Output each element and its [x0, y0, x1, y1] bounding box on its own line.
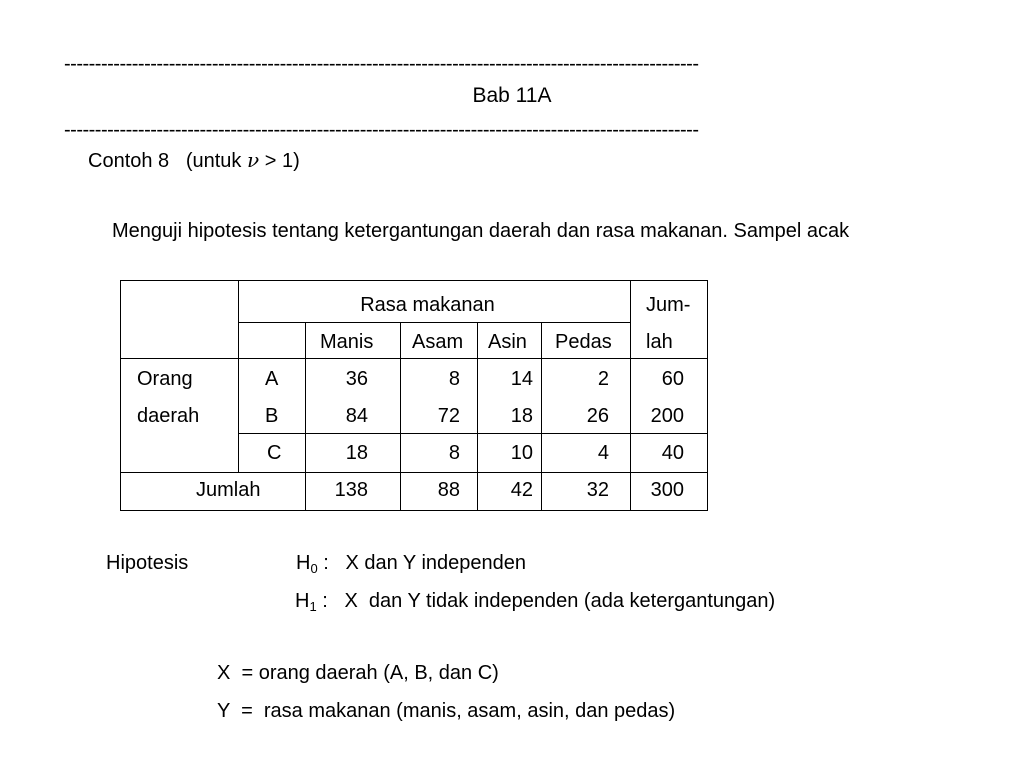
- group-header: Rasa makanan: [360, 294, 495, 316]
- h1-text: : X dan Y tidak independen (ada ketergantungan): [316, 590, 776, 612]
- table-border-left: [120, 280, 121, 511]
- grand-total: 300: [650, 479, 684, 501]
- table-hline-header: [120, 358, 708, 359]
- cell-c-total: 40: [661, 442, 684, 464]
- h1-subscript: 1: [309, 599, 317, 614]
- total-asin: 42: [510, 479, 533, 501]
- total-header-2: lah: [646, 331, 673, 353]
- total-asam: 88: [437, 479, 460, 501]
- row-label-daerah: daerah: [137, 405, 200, 427]
- table-border-right: [707, 280, 708, 511]
- cell-b-pedas: 26: [586, 405, 609, 427]
- bottom-divider: -------------------------------------------------------------------------------------------------------: [64, 120, 699, 140]
- total-row-label: Jumlah: [196, 479, 261, 501]
- cell-b-manis: 84: [345, 405, 368, 427]
- row-name-b: B: [265, 405, 279, 427]
- row-name-a: A: [265, 368, 279, 390]
- h0-symbol: H: [296, 552, 311, 574]
- table-border-top: [120, 280, 708, 281]
- cell-b-asam: 72: [437, 405, 460, 427]
- cell-c-pedas: 4: [597, 442, 609, 464]
- cell-a-total: 60: [661, 368, 684, 390]
- col-header-asin: Asin: [488, 331, 527, 353]
- cell-a-pedas: 2: [597, 368, 609, 390]
- definition-y: Y = rasa makanan (manis, asam, asin, dan pedas): [217, 700, 676, 722]
- hypothesis-h1: [295, 590, 775, 614]
- col-header-manis: Manis: [320, 331, 374, 353]
- col-header-asam: Asam: [412, 331, 464, 353]
- table-hline-total: [120, 472, 708, 473]
- table-vline-rowlabel: [238, 280, 239, 473]
- row-label-orang: Orang: [137, 368, 193, 390]
- table-hline-rowc: [238, 433, 708, 434]
- table-border-bottom: [120, 510, 708, 511]
- total-manis: 138: [334, 479, 368, 501]
- cell-c-asin: 10: [510, 442, 533, 464]
- example-condition-prefix: (untuk: [185, 150, 247, 172]
- col-header-pedas: Pedas: [555, 331, 612, 353]
- example-condition-suffix: > 1): [259, 150, 300, 172]
- cell-a-asam: 8: [448, 368, 460, 390]
- intro-text: Menguji hipotesis tentang ketergantungan daerah dan rasa makanan. Sampel acak: [112, 220, 850, 242]
- cell-c-asam: 8: [448, 442, 460, 464]
- total-header-1: Jum-: [646, 294, 691, 316]
- h0-text: : X dan Y independen: [317, 552, 527, 574]
- definition-x: X = orang daerah (A, B, dan C): [217, 662, 499, 684]
- h1-symbol: H: [295, 590, 310, 612]
- cell-a-manis: 36: [345, 368, 368, 390]
- hypothesis-label: Hipotesis: [106, 552, 189, 574]
- cell-b-total: 200: [650, 405, 684, 427]
- cell-b-asin: 18: [510, 405, 533, 427]
- h0-subscript: 0: [310, 561, 318, 576]
- example-heading: [88, 148, 300, 173]
- total-pedas: 32: [586, 479, 609, 501]
- table-hline-subheader: [238, 322, 631, 323]
- contingency-table: [120, 280, 708, 511]
- cell-a-asin: 14: [510, 368, 533, 390]
- hypothesis-h0: [296, 552, 526, 576]
- top-divider: -------------------------------------------------------------------------------------------------------: [64, 54, 699, 74]
- nu-symbol: ν: [247, 148, 260, 172]
- row-name-c: C: [267, 442, 282, 464]
- example-label: Contoh 8: [88, 150, 170, 172]
- table-vline-total: [630, 280, 631, 511]
- cell-c-manis: 18: [345, 442, 368, 464]
- page-title: Bab 11A: [472, 84, 552, 107]
